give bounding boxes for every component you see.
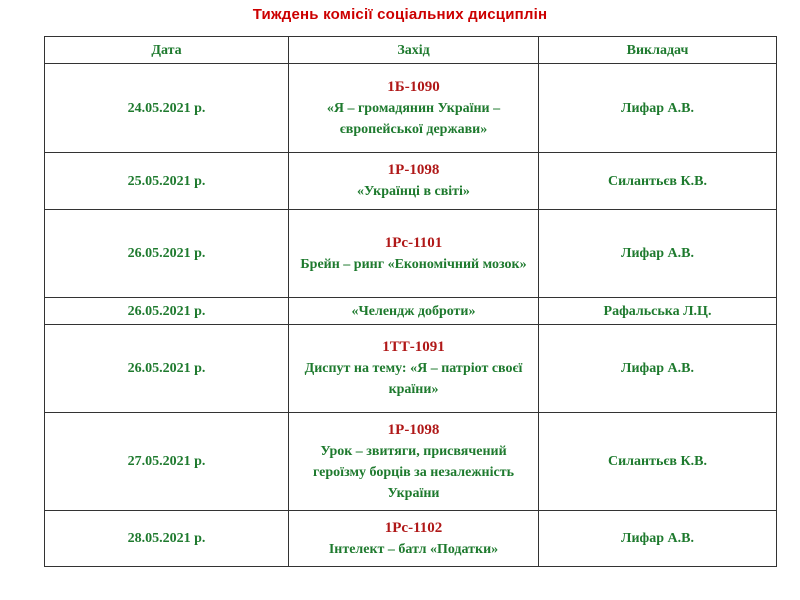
- column-header-date: Дата: [45, 37, 289, 64]
- table-row: [45, 511, 777, 567]
- event-cell: [289, 153, 539, 210]
- date-cell: 26.05.2021 р.: [45, 210, 289, 298]
- teacher-cell: Лифар А.В.: [539, 64, 777, 153]
- event-description: Інтелект – батл «Податки»: [328, 541, 499, 557]
- date-cell: 28.05.2021 р.: [45, 511, 289, 567]
- teacher-cell: Рафальська Л.Ц.: [539, 298, 777, 325]
- date-cell: 26.05.2021 р.: [45, 325, 289, 413]
- date-cell: 26.05.2021 р.: [45, 298, 289, 325]
- page-title: Тиждень комісії соціальних дисциплін: [252, 6, 548, 23]
- event-code: 1Р-1098: [387, 421, 440, 438]
- event-code: 1ТТ-1091: [382, 339, 445, 355]
- teacher-cell: Лифар А.В.: [539, 210, 777, 298]
- event-code: 1Рс-1101: [384, 234, 443, 251]
- event-cell: [289, 210, 539, 298]
- teacher-cell: Силантьєв К.В.: [539, 153, 777, 210]
- date-cell: 25.05.2021 р.: [45, 153, 289, 210]
- event-description: Урок – звитяги, присвячений героїзму борців за незалежність України: [313, 443, 514, 501]
- date-cell: 27.05.2021 р.: [45, 413, 289, 511]
- date-cell: 24.05.2021 р.: [45, 64, 289, 153]
- event-description: «Українці в світі»: [357, 184, 470, 199]
- event-code: 1Рс-1102: [384, 519, 443, 536]
- event-cell: [289, 64, 539, 153]
- event-description: «Я – громадянин України – європейської держави»: [326, 100, 501, 137]
- event-description: Брейн – ринг «Економічний мозок»: [300, 256, 527, 272]
- table-row: [45, 153, 777, 210]
- event-description: «Челендж доброти»: [351, 303, 476, 319]
- schedule-table: [44, 36, 777, 567]
- table-row: [45, 298, 777, 325]
- column-header-teacher: Викладач: [539, 37, 777, 64]
- event-code: 1Б-1090: [387, 78, 440, 95]
- table-header-row: [45, 37, 777, 64]
- teacher-cell: Лифар А.В.: [539, 511, 777, 567]
- event-cell: [289, 298, 539, 325]
- event-cell: [289, 511, 539, 567]
- event-description: Диспут на тему: «Я – патріот своєї країни»: [304, 361, 523, 397]
- table-row: [45, 413, 777, 511]
- teacher-cell: Силантьєв К.В.: [539, 413, 777, 511]
- teacher-cell: Лифар А.В.: [539, 325, 777, 413]
- column-header-event: Захід: [289, 37, 539, 64]
- table-row: [45, 325, 777, 413]
- table-row: [45, 210, 777, 298]
- event-cell: [289, 325, 539, 413]
- event-cell: [289, 413, 539, 511]
- table-row: [45, 64, 777, 153]
- event-code: 1Р-1098: [387, 162, 440, 178]
